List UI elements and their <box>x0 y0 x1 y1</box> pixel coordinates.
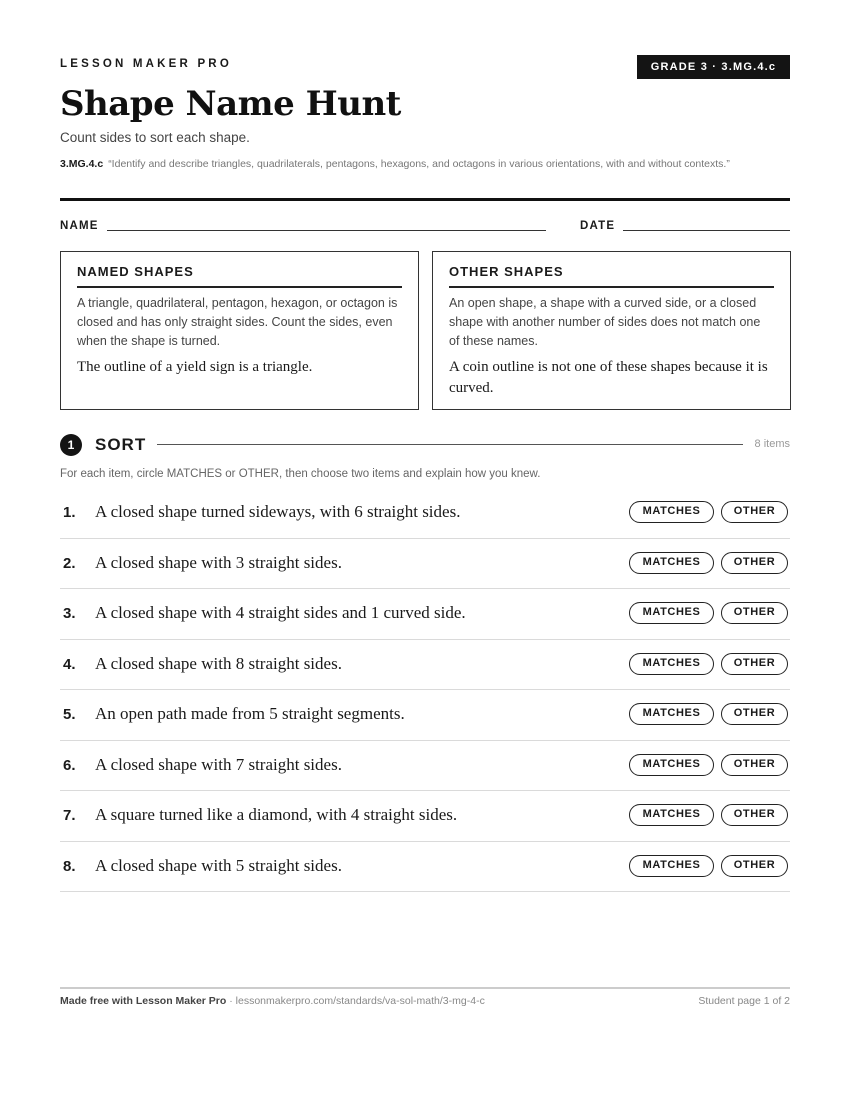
other-choice[interactable]: OTHER <box>721 501 788 523</box>
other-shapes-heading: OTHER SHAPES <box>449 264 774 288</box>
page-title: Shape Name Hunt <box>60 84 401 124</box>
item-text: A closed shape turned sideways, with 6 straight sides. <box>95 502 461 521</box>
item-text: A square turned like a diamond, with 4 straight sides. <box>95 805 458 824</box>
list-item <box>60 539 790 590</box>
list-item <box>60 589 790 640</box>
section-title: SORT <box>95 435 147 454</box>
item-number: 6. <box>63 756 76 774</box>
other-choice[interactable]: OTHER <box>721 602 788 624</box>
other-choice[interactable]: OTHER <box>721 754 788 776</box>
grade-badge: GRADE 3 · 3.MG.4.c <box>637 55 790 79</box>
matches-choice[interactable]: MATCHES <box>629 855 714 877</box>
name-label: NAME <box>60 220 99 232</box>
item-number: 8. <box>63 857 76 875</box>
item-number: 4. <box>63 655 76 673</box>
section-instructions: For each item, circle MATCHES or OTHER, then choose two items and explain how you knew. <box>60 468 541 480</box>
item-text: An open path made from 5 straight segments. <box>95 704 405 723</box>
named-shapes-heading: NAMED SHAPES <box>77 264 402 288</box>
list-item <box>60 842 790 893</box>
other-shapes-box <box>432 251 791 410</box>
footer-divider <box>60 987 790 989</box>
named-shapes-box <box>60 251 419 410</box>
date-label: DATE <box>580 220 616 232</box>
item-count: 8 items <box>754 438 790 450</box>
item-text: A closed shape with 7 straight sides. <box>95 754 342 774</box>
matches-choice[interactable]: MATCHES <box>629 552 714 574</box>
item-number: 3. <box>63 605 76 622</box>
footer-made-with: Made free with Lesson Maker Pro <box>60 995 227 1007</box>
item-text: A closed shape with 3 straight sides. <box>95 552 342 572</box>
date-field[interactable] <box>623 230 790 231</box>
list-item <box>60 488 790 539</box>
other-choice[interactable]: OTHER <box>721 552 788 574</box>
section-number-badge: 1 <box>60 434 82 456</box>
header-divider <box>60 198 790 201</box>
item-number: 1. <box>63 504 76 521</box>
item-text: A closed shape with 8 straight sides. <box>95 653 342 673</box>
other-choice[interactable]: OTHER <box>721 703 788 725</box>
item-number: 7. <box>63 807 76 824</box>
worksheet-page <box>60 0 790 1100</box>
matches-choice[interactable]: MATCHES <box>629 602 714 624</box>
matches-choice[interactable]: MATCHES <box>629 804 714 826</box>
item-number: 5. <box>63 706 76 723</box>
other-choice[interactable]: OTHER <box>721 804 788 826</box>
other-choice[interactable]: OTHER <box>721 855 788 877</box>
item-list <box>60 488 790 892</box>
page-indicator: Student page 1 of 2 <box>698 995 790 1007</box>
item-number: 2. <box>63 554 76 572</box>
footer-url[interactable]: · lessonmakerpro.com/standards/va-sol-math/3-mg-4-c <box>226 995 485 1007</box>
matches-choice[interactable]: MATCHES <box>629 703 714 725</box>
standard-description <box>60 156 780 172</box>
name-field[interactable] <box>107 230 546 231</box>
item-text: A closed shape with 5 straight sides. <box>95 855 342 875</box>
named-shapes-description: A triangle, quadrilateral, pentagon, hexagon, or octagon is closed and has only straight sides. Count the sides, even when the shape is turned. <box>77 296 398 348</box>
other-choice[interactable]: OTHER <box>721 653 788 675</box>
named-shapes-example: The outline of a yield sign is a triangle. <box>77 359 313 375</box>
brand-name: LESSON MAKER PRO <box>60 58 232 70</box>
footer-credit <box>60 995 485 1007</box>
standard-text: “Identify and describe triangles, quadrilaterals, pentagons, hexagons, and octagons in various orientations, with and without contexts.” <box>108 158 730 170</box>
other-shapes-description: An open shape, a shape with a curved side, or a closed shape with another number of sides does not match one of these names. <box>449 296 761 348</box>
section-divider <box>157 444 743 445</box>
page-subtitle: Count sides to sort each shape. <box>60 130 250 145</box>
list-item <box>60 690 790 741</box>
list-item <box>60 791 790 842</box>
other-shapes-example: A coin outline is not one of these shapes because it is curved. <box>449 359 768 396</box>
matches-choice[interactable]: MATCHES <box>629 501 714 523</box>
list-item <box>60 741 790 792</box>
matches-choice[interactable]: MATCHES <box>629 754 714 776</box>
item-text: A closed shape with 4 straight sides and 1 curved side. <box>95 603 466 622</box>
standard-code: 3.MG.4.c <box>60 158 104 170</box>
list-item <box>60 640 790 691</box>
matches-choice[interactable]: MATCHES <box>629 653 714 675</box>
